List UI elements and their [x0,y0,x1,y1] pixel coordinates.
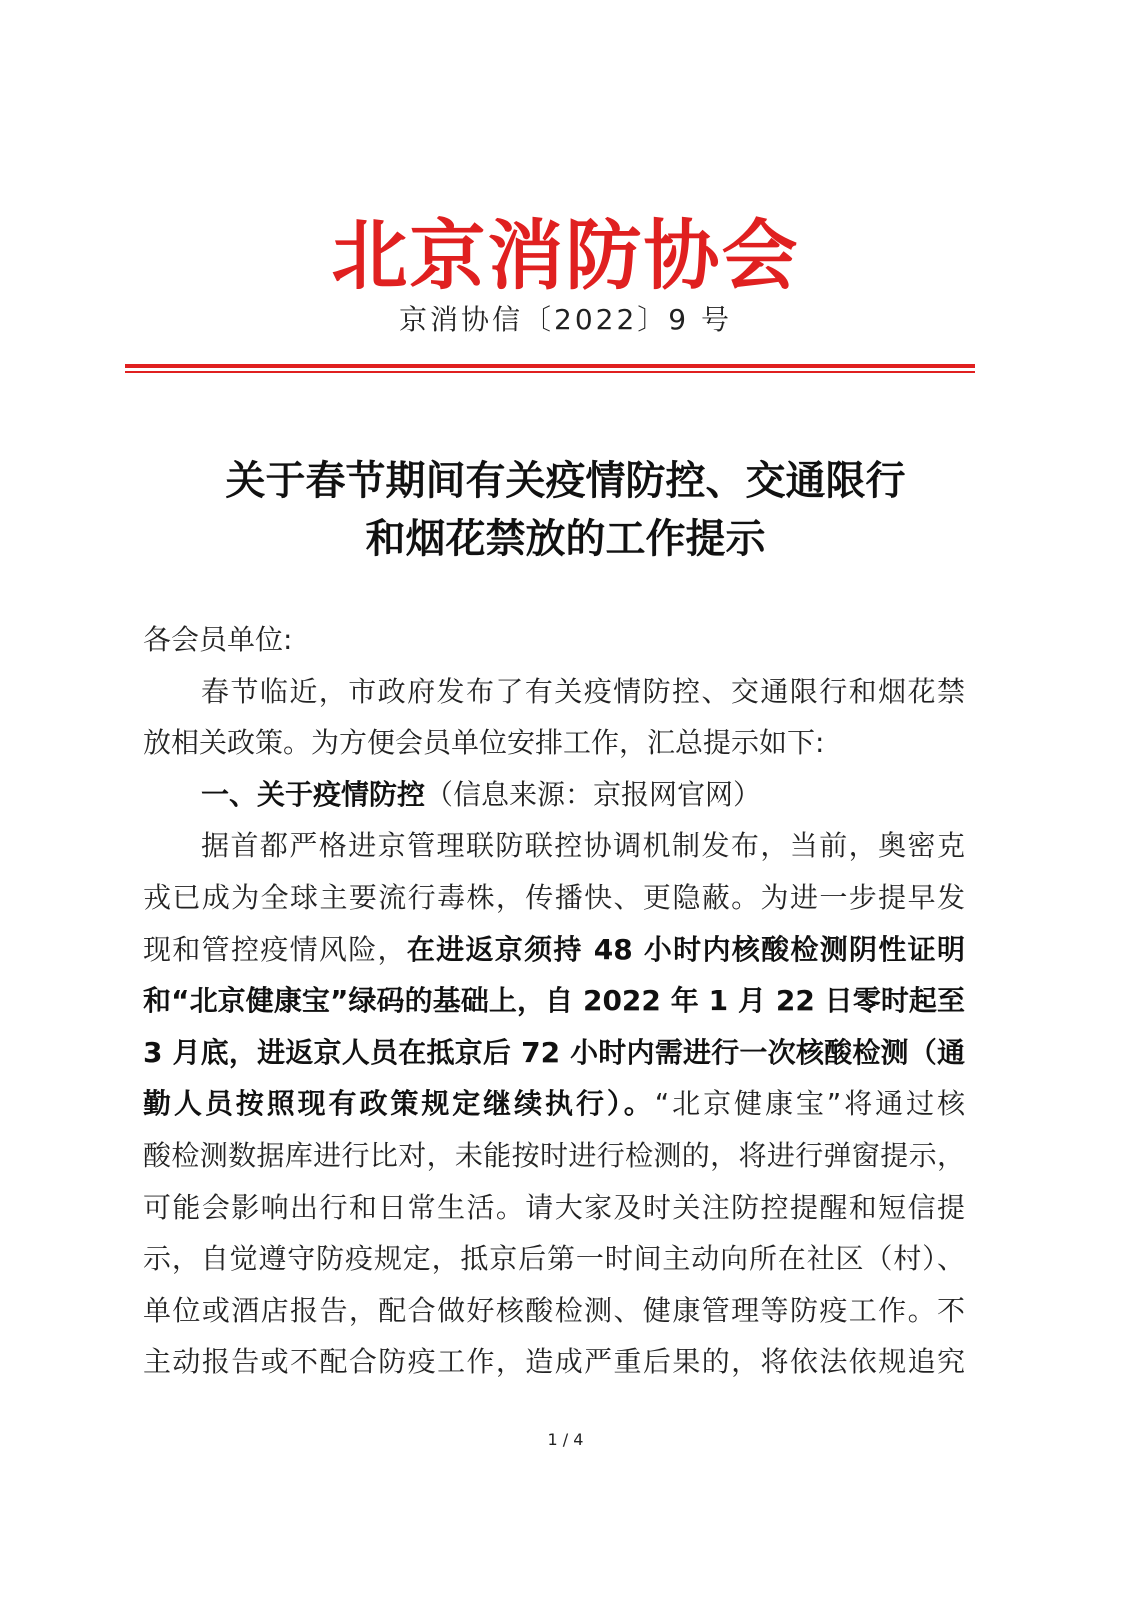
paragraph-line-2: 戎已成为全球主要流行毒株，传播快、更隐蔽。为进一步提早发 [143,880,965,914]
paragraph-line-1: 据首都严格进京管理联防联控协调机制发布，当前，奥密克 [201,829,965,863]
title-line-2: 和烟花禁放的工作提示 [365,515,766,562]
section-1-source: （信息来源：京报网官网） [425,777,762,811]
intro-line-2: 放相关政策。为方便会员单位安排工作，汇总提示如下: [143,726,825,760]
section-1-heading-line [143,769,965,821]
salutation: 各会员单位: [143,623,293,656]
paragraph-line-8: 可能会影响出行和日常生活。请大家及时关注防控提醒和短信提 [143,1190,965,1224]
paragraph-line-7: 酸检测数据库进行比对，未能按时进行检测的，将进行弹窗提示， [143,1138,965,1172]
paragraph-line-6-a: 勤人员按照现有政策规定继续执行）。 [143,1087,655,1121]
document-number: 京消协信〔2022〕9 号 [399,303,732,336]
paragraph-line-4: 和“北京健康宝”绿码的基础上，自 2022 年 1 月 22 日零时起至 [143,984,965,1018]
page-indicator: 1 / 4 [547,1430,584,1449]
paragraph-line-3-b: 在进返京须持 48 小时内核酸检测阴性证明 [406,932,965,966]
document-body [143,614,965,1388]
paragraph-line-6-b: “北京健康宝”将通过核 [654,1087,965,1121]
title-line-1: 关于春节期间有关疫情防控、交通限行 [225,457,906,504]
paragraph-line-11: 主动报告或不配合防疫工作，造成严重后果的，将依法依规追究 [143,1345,965,1379]
red-divider-thin [125,371,975,373]
paragraph-line-3 [143,924,965,976]
paragraph-line-5: 3 月底，进返京人员在抵京后 72 小时内需进行一次核酸检测（通 [143,1035,965,1069]
paragraph-line-9: 示，自觉遵守防疫规定，抵京后第一时间主动向所在社区（村）、 [143,1242,965,1276]
org-masthead: 北京消防协会 [331,211,800,300]
paragraph-line-3-a: 现和管控疫情风险， [143,932,407,966]
red-divider-thick [125,364,975,368]
document-title [0,452,1131,568]
paragraph-line-6 [143,1078,965,1130]
intro-line-1: 春节临近，市政府发布了有关疫情防控、交通限行和烟花禁 [201,674,965,708]
section-1-heading: 一、关于疫情防控 [201,777,426,811]
paragraph-line-10: 单位或酒店报告，配合做好核酸检测、健康管理等防疫工作。不 [143,1293,965,1327]
